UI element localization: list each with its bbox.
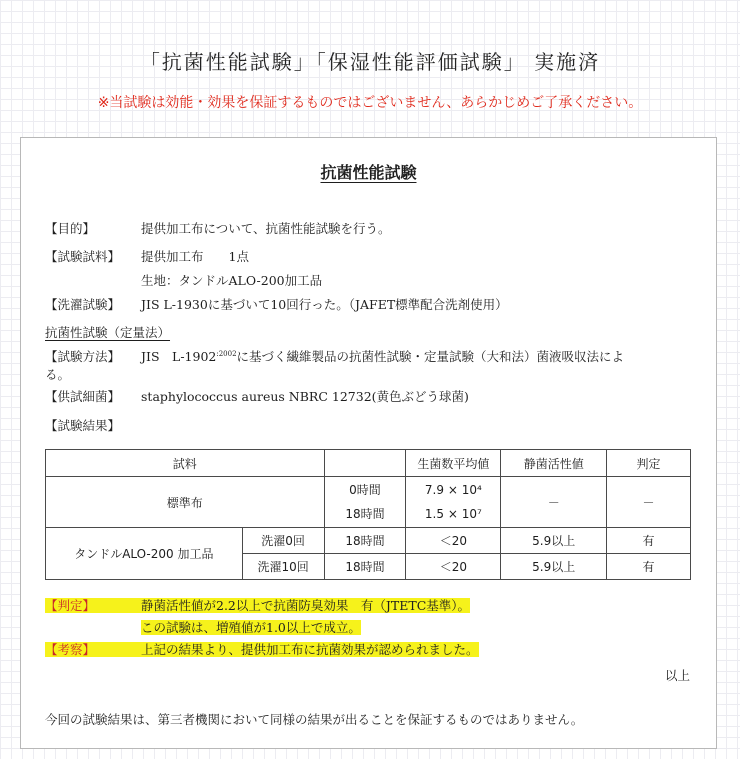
- test-report-card: [20, 137, 717, 749]
- std-time-2: 18時間: [345, 507, 385, 521]
- wash-text: JIS L-1930に基づいて10回行った。（JAFET標準配合洗剤使用）: [141, 297, 508, 312]
- judgement-line: [45, 597, 470, 615]
- footnote: 今回の試験結果は、第三者機関において同様の結果が出ることを保証するものではありません。: [45, 712, 584, 727]
- sample-tag: 【試験試料】: [45, 249, 121, 264]
- wash-tag: 【洗濯試験】: [45, 297, 121, 312]
- standard-cloth-label: 標準布: [46, 477, 325, 528]
- row-activity: 5.9以上: [501, 528, 607, 554]
- header-judgement: 判定: [607, 450, 691, 477]
- wash-line: [45, 296, 508, 314]
- purpose-text: 提供加工布について、抗菌性能試験を行う。: [141, 221, 391, 236]
- method-sup: :2002: [216, 350, 237, 358]
- method-line: [45, 345, 624, 366]
- std-count-2: 1.5 × 10⁷: [424, 507, 482, 521]
- sample-line: [45, 248, 249, 266]
- end-mark: 以上: [664, 668, 690, 683]
- judgement-text-2: この試験は、増殖値が1.0以上で成立。: [141, 620, 361, 635]
- judgement-tag: 【判定】: [45, 598, 96, 613]
- header-time: [324, 450, 406, 477]
- purpose-tag: 【目的】: [45, 221, 96, 236]
- page-title: 「抗菌性能試験」「保湿性能評価試験」 実施済: [139, 50, 601, 74]
- processed-label: タンドルALO-200 加工品: [46, 528, 243, 580]
- row-activity: 5.9以上: [501, 554, 607, 580]
- std-count-1: 7.9 × 10⁴: [424, 483, 482, 497]
- method-tag: 【試験方法】: [45, 349, 121, 365]
- row-count: ＜20: [406, 528, 501, 554]
- row-time: 18時間: [324, 554, 406, 580]
- disclaimer-text: ※当試験は効能・効果を保証するものではございません、あらかじめご了承ください。: [97, 95, 643, 111]
- judgement-line-2: [45, 619, 361, 637]
- row-time: 18時間: [324, 528, 406, 554]
- header-activity: 静菌活性値: [501, 450, 607, 477]
- header-count: 生菌数平均値: [406, 450, 501, 477]
- std-judgement: －: [607, 477, 691, 528]
- bacteria-line: [45, 388, 469, 406]
- sample-text-2: 生地：タンドルALO-200加工品: [141, 273, 323, 288]
- bacteria-text: staphylococcus aureus NBRC 12732(黄色ぶどう球菌): [141, 389, 469, 404]
- row-judgement: 有: [607, 528, 691, 554]
- wash-count: 洗濯0回: [242, 528, 324, 554]
- purpose-line: [45, 220, 391, 238]
- method-text-post: に基づく繊維製品の抗菌性試験・定量試験（大和法）菌液吸収法によ: [236, 349, 625, 365]
- row-judgement: 有: [607, 554, 691, 580]
- bacteria-tag: 【供試細菌】: [45, 389, 121, 404]
- sample-text-1: 提供加工布 1点: [141, 249, 249, 264]
- results-tag: 【試験結果】: [45, 418, 121, 433]
- row-count: ＜20: [406, 554, 501, 580]
- consider-tag: 【考察】: [45, 642, 96, 657]
- judgement-text-1: 静菌活性値が2.2以上で抗菌防臭効果 有（JTETC基準）。: [141, 598, 471, 613]
- method-cont: る。: [45, 367, 71, 382]
- wash-count: 洗濯10回: [242, 554, 324, 580]
- sample-line-2: [45, 272, 322, 290]
- consider-text: 上記の結果より、提供加工布に抗菌効果が認められました。: [141, 642, 479, 657]
- consider-line: [45, 641, 479, 659]
- table-row: [46, 477, 691, 528]
- section-heading: 抗菌性試験（定量法）: [45, 325, 171, 340]
- table-header-row: [46, 450, 691, 477]
- table-row: [46, 528, 691, 554]
- header-sample: 試料: [46, 450, 325, 477]
- std-time-1: 0時間: [349, 483, 381, 497]
- std-activity: －: [501, 477, 607, 528]
- report-title: 抗菌性能試験: [320, 163, 417, 182]
- method-text-pre: JIS L-1902: [141, 349, 217, 365]
- results-table: [45, 449, 691, 580]
